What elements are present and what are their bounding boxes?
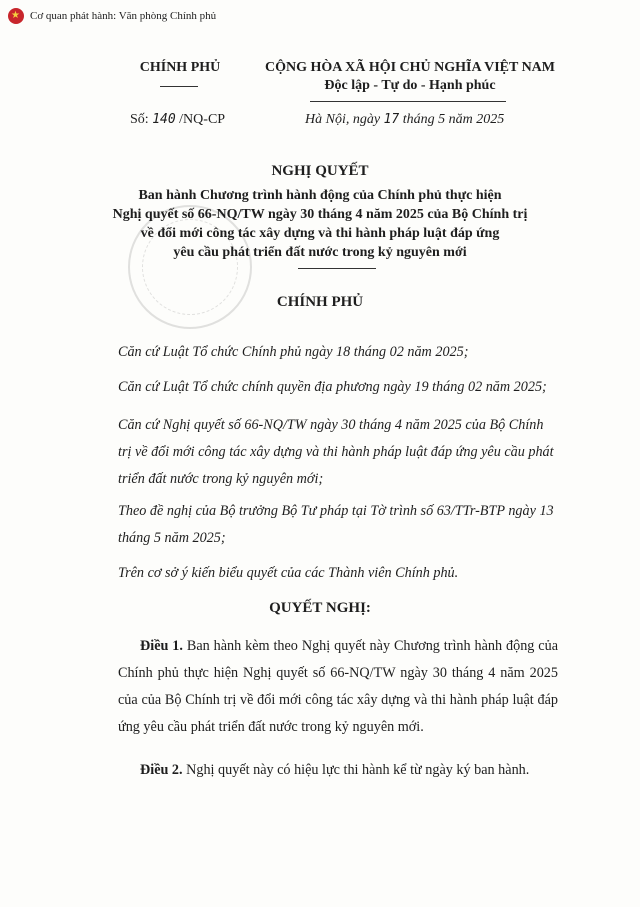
- national-emblem-icon: [8, 8, 24, 24]
- date-prefix: Hà Nội, ngày: [305, 112, 381, 127]
- issuer-label: Cơ quan phát hành: Văn phòng Chính phủ: [30, 10, 217, 22]
- issuer-bar: [8, 8, 216, 24]
- subject-line-3: về đổi mới công tác xây dựng và thi hành pháp luật đáp ứng: [140, 226, 500, 241]
- document-number: [130, 112, 225, 128]
- article-2: [118, 757, 558, 784]
- title-underline: [298, 268, 376, 269]
- authority-heading: CHÍNH PHỦ: [276, 294, 364, 310]
- national-motto: Độc lập - Tự do - Hạnh phúc: [324, 78, 496, 93]
- basis-3: Căn cứ Nghị quyết số 66-NQ/TW ngày 30 tháng 4 năm 2025 của Bộ Chính trị về đổi mới công tác xây dựng và thi hành pháp luật đáp ứng yêu cầu phát triển đất nước trong kỷ nguyên mới;: [118, 417, 554, 487]
- article-1-text: Ban hành kèm theo Nghị quyết này Chương trình hành động của Chính phủ thực hiện Nghị quyết số 66-NQ/TW ngày 30 tháng 4 năm 2025 của của Bộ Chính trị về đổi mới công tác xây dựng và thi hành pháp luật đáp ứng yêu cầu phát triển đất nước trong kỷ nguyên mới.: [118, 638, 558, 735]
- article-1-label: Điều 1.: [140, 638, 183, 654]
- subject-line-4: yêu cầu phát triển đất nước trong kỷ nguyên mới: [173, 245, 467, 260]
- date-suffix: tháng 5 năm 2025: [402, 112, 505, 127]
- document-date: [305, 112, 504, 128]
- doc-subject: [80, 186, 560, 262]
- subject-line-2: Nghị quyết số 66-NQ/TW ngày 30 tháng 4 năm 2025 của Bộ Chính trị: [112, 207, 528, 222]
- basis-4: Theo đề nghị của Bộ trưởng Bộ Tư pháp tại Tờ trình số 63/TTr-BTP ngày 13 tháng 5 năm 2025;: [118, 503, 554, 546]
- number-suffix: /NQ-CP: [179, 112, 226, 127]
- resolves-heading: QUYẾT NGHỊ:: [269, 600, 371, 616]
- article-2-text: Nghị quyết này có hiệu lực thi hành kể từ ngày ký ban hành.: [186, 762, 530, 778]
- doc-type: NGHỊ QUYẾT: [271, 163, 369, 179]
- national-name: CỘNG HÒA XÃ HỘI CHỦ NGHĨA VIỆT NAM: [264, 60, 555, 75]
- basis-1: Căn cứ Luật Tổ chức Chính phủ ngày 18 tháng 02 năm 2025;: [118, 344, 469, 360]
- basis-5: Trên cơ sở ý kiến biểu quyết của các Thành viên Chính phủ.: [118, 565, 459, 581]
- article-2-label: Điều 2.: [140, 762, 183, 778]
- org-name: CHÍNH PHỦ: [139, 60, 221, 75]
- subject-line-1: Ban hành Chương trình hành động của Chính phủ thực hiện: [138, 188, 502, 203]
- org-underline: [160, 86, 198, 87]
- motto-underline: [310, 101, 506, 102]
- article-1: [118, 633, 558, 741]
- basis-2: Căn cứ Luật Tổ chức chính quyền địa phương ngày 19 tháng 02 năm 2025;: [118, 379, 547, 395]
- number-handwritten: 140: [152, 112, 176, 127]
- date-day: 17: [383, 112, 400, 127]
- number-prefix: Số:: [130, 112, 149, 127]
